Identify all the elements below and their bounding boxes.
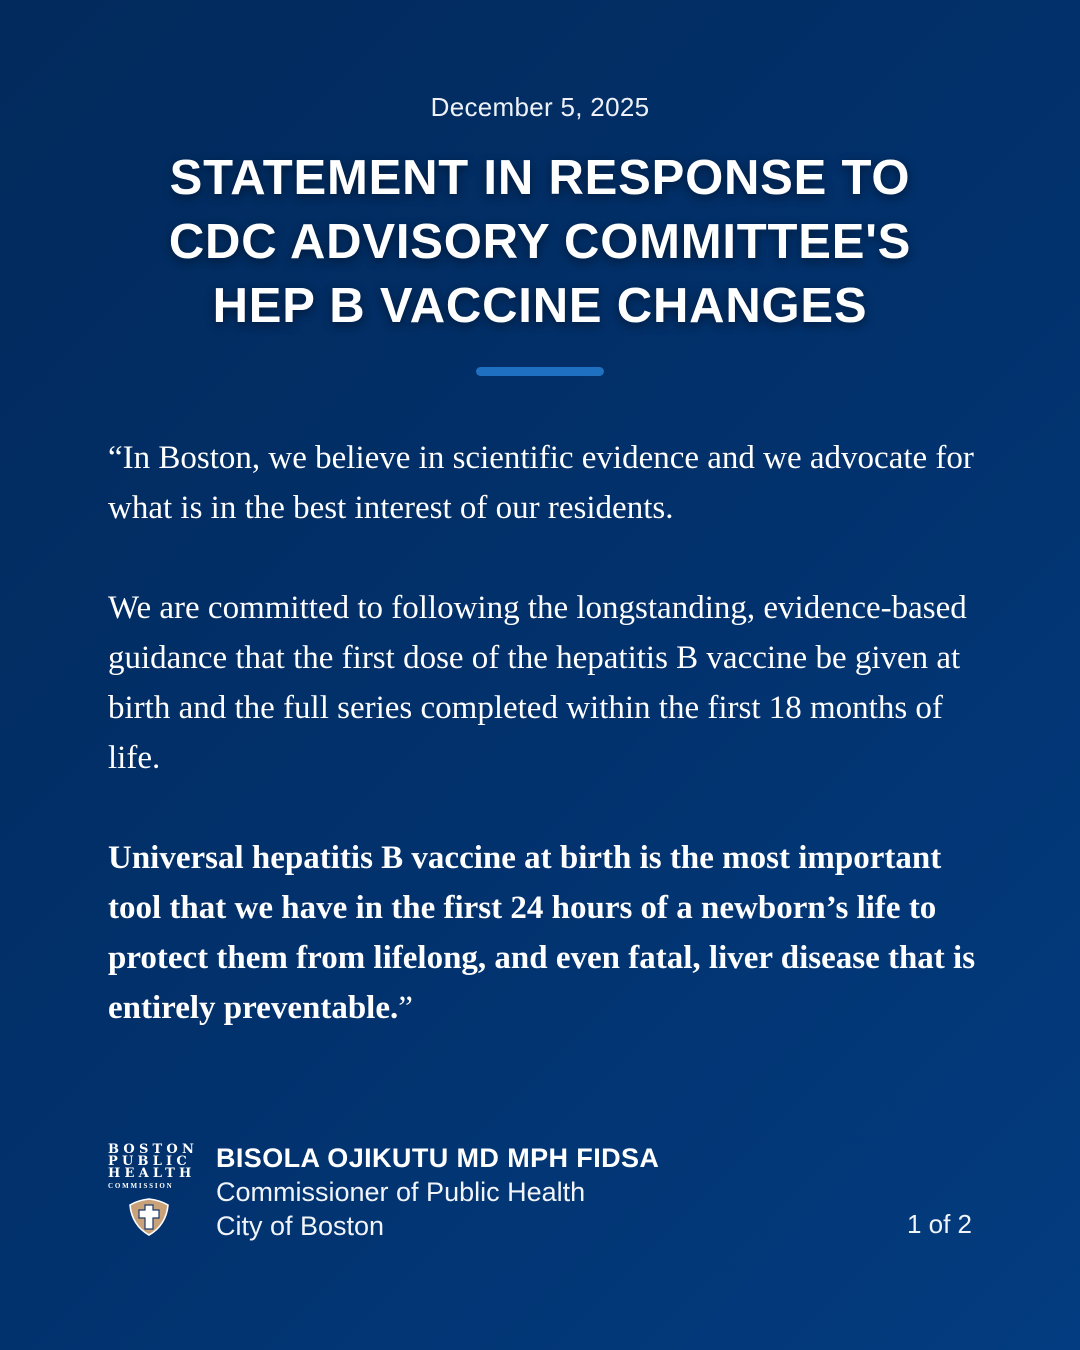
logo-word: COMMISSION bbox=[108, 1182, 174, 1190]
shield-cross-icon bbox=[129, 1198, 169, 1236]
statement-date: December 5, 2025 bbox=[430, 92, 650, 122]
logo-word: HEALTH bbox=[108, 1166, 196, 1181]
closing-quote-mark: ” bbox=[398, 990, 413, 1026]
bphc-logo bbox=[108, 1142, 199, 1236]
quote-emphasis-text: Universal hepatitis B vaccine at birth is the most important tool that we have in the first 24 hours of a newborn’s life to protect them from lifelong, and even fatal, liver disease that is entirely preventable. bbox=[108, 840, 976, 1026]
signature-block bbox=[216, 1141, 659, 1243]
title-line: HEP B VACCINE CHANGES bbox=[212, 279, 868, 333]
page-indicator: 1 of 2 bbox=[906, 1209, 972, 1239]
title-divider bbox=[476, 367, 604, 376]
quote-paragraph: We are committed to following the longstanding, evidence-based guidance that the first dose of the hepatitis B vaccine be given at birth and the full series completed within the first 18 months of life. bbox=[108, 590, 967, 776]
title-line: CDC ADVISORY COMMITTEE'S bbox=[168, 215, 912, 269]
logo-word: BOSTON bbox=[108, 1142, 199, 1157]
signatory-org: City of Boston bbox=[216, 1211, 385, 1241]
quote-paragraph: “In Boston, we believe in scientific evidence and we advocate for what is in the best interest of our residents. bbox=[108, 440, 974, 526]
signatory-role: Commissioner of Public Health bbox=[216, 1177, 586, 1207]
quote-block bbox=[108, 433, 988, 1033]
title-line: STATEMENT IN RESPONSE TO bbox=[169, 151, 911, 205]
signatory-name: BISOLA OJIKUTU MD MPH FIDSA bbox=[216, 1143, 660, 1173]
quote-emphasis-paragraph bbox=[108, 833, 988, 1033]
page-title bbox=[0, 146, 1080, 338]
logo-word: PUBLIC bbox=[108, 1154, 191, 1169]
